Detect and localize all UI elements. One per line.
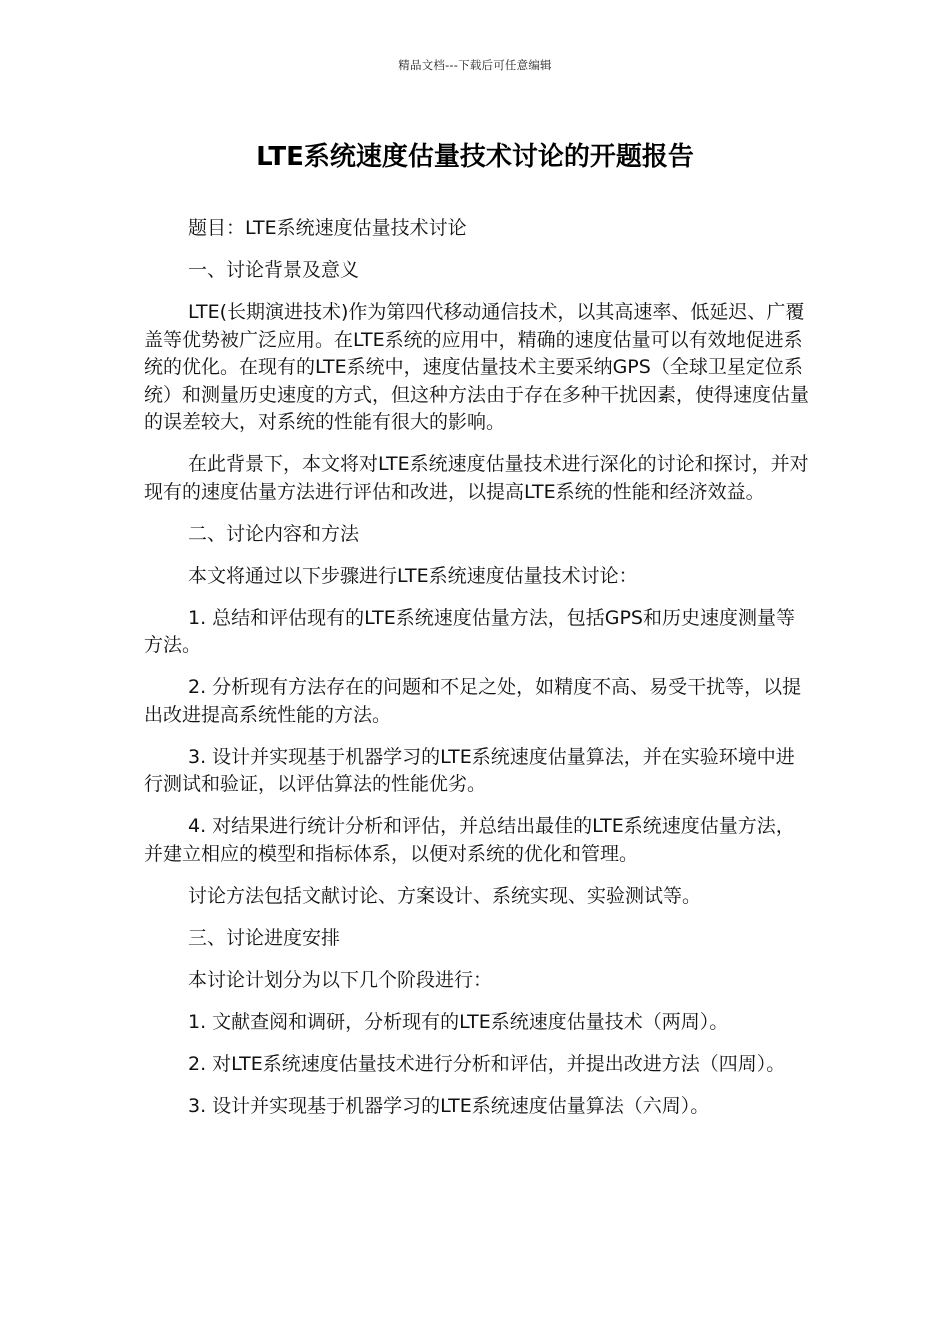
list-item-phase-3: 3. 设计并实现基于机器学习的LTE系统速度估量算法（六周）。 xyxy=(188,1094,710,1117)
list-item-phase-2: 2. 对LTE系统速度估量技术进行分析和评估，并提出改进方法（四周）。 xyxy=(188,1052,786,1075)
document-title: LTE系统速度估量技术讨论的开题报告 xyxy=(256,142,694,172)
list-item-step-3: 3. 设计并实现基于机器学习的LTE系统速度估量算法，并在实验环境中进行测试和验证，以评估算法的性能优劣。 xyxy=(144,745,795,795)
paragraph-background: LTE(长期演进技术)作为第四代移动通信技术，以其高速率、低延迟、广覆盖等优势被广泛应用。在LTE系统的应用中，精确的速度估量可以有效地促进系统的优化。在现有的LTE系统中，速度估量技术主要采纳GPS（全球卫星定位系统）和测量历史速度的方式，但这种方法由于存在多种干扰因素，使得速度估量的误差较大，对系统的性能有很大的影响。 xyxy=(144,301,810,433)
page-header: 精品文档---下载后可任意编辑 xyxy=(398,58,552,72)
list-item-step-2: 2. 分析现有方法存在的问题和不足之处，如精度不高、易受干扰等，以提出改进提高系统性能的方法。 xyxy=(144,676,802,726)
paragraph-purpose: 在此背景下，本文将对LTE系统速度估量技术进行深化的讨论和探讨，并对现有的速度估量方法进行评估和改进，以提高LTE系统的性能和经济效益。 xyxy=(144,453,809,503)
list-item-phase-1: 1. 文献查阅和调研，分析现有的LTE系统速度估量技术（两周）。 xyxy=(188,1010,729,1033)
list-item-step-1: 1. 总结和评估现有的LTE系统速度估量方法，包括GPS和历史速度测量等方法。 xyxy=(144,606,795,656)
paragraph-methods: 讨论方法包括文献讨论、方案设计、系统实现、实验测试等。 xyxy=(188,884,702,907)
list-item-step-4: 4. 对结果进行统计分析和评估，并总结出最佳的LTE系统速度估量方法，并建立相应的模型和指标体系，以便对系统的优化和管理。 xyxy=(144,815,795,865)
topic-line: 题目：LTE系统速度估量技术讨论 xyxy=(188,217,467,239)
section-heading-content-method: 二、讨论内容和方法 xyxy=(188,522,360,545)
section-heading-schedule: 三、讨论进度安排 xyxy=(188,926,341,949)
document-body xyxy=(144,215,812,1135)
paragraph-steps-intro: 本文将通过以下步骤进行LTE系统速度估量技术讨论： xyxy=(188,564,638,587)
paragraph-schedule-intro: 本讨论计划分为以下几个阶段进行： xyxy=(188,968,493,991)
section-heading-background: 一、讨论背景及意义 xyxy=(188,259,360,281)
